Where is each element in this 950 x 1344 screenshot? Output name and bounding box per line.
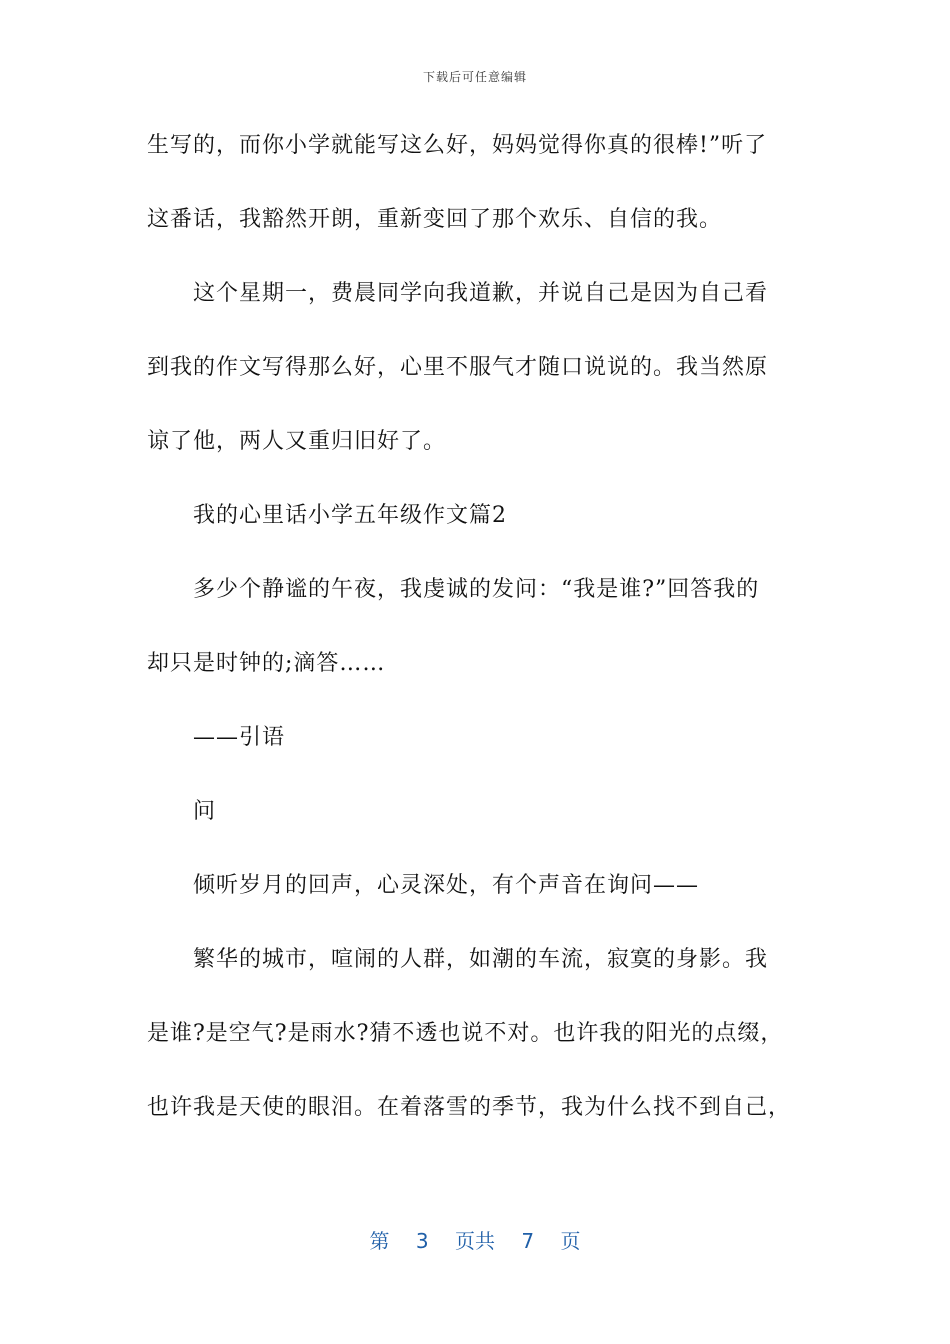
text-line: 这个星期一，费晨同学向我道歉，并说自己是因为自己看: [193, 281, 769, 306]
footer-prefix: 第: [369, 1229, 390, 1253]
text-line: 是谁?是空气?是雨水?猜不透也说不对。也许我的阳光的点缀，: [147, 1021, 784, 1046]
text-line: ——引语: [193, 725, 286, 750]
text-line: 多少个静谧的午夜，我虔诚的发问：“我是谁?”回答我的: [193, 577, 760, 602]
text-line: 也许我是天使的眼泪。在着落雪的季节，我为什么找不到自己，: [147, 1095, 792, 1120]
total-pages-number: 7: [521, 1229, 535, 1253]
current-page-number: 3: [415, 1229, 429, 1253]
footer-mid: 页共: [455, 1229, 495, 1253]
text-line: 谅了他，两人又重归旧好了。: [147, 429, 447, 454]
document-body: [147, 122, 807, 1158]
page-footer: [0, 1225, 950, 1254]
text-line: 繁华的城市，喧闹的人群，如潮的车流，寂寞的身影。我: [193, 947, 769, 972]
text-line: 生写的，而你小学就能写这么好，妈妈觉得你真的很棒!”听了: [147, 133, 768, 158]
text-line: 这番话，我豁然开朗，重新变回了那个欢乐、自信的我。: [147, 207, 723, 232]
text-line: 却只是时钟的;滴答……: [147, 651, 386, 676]
section-heading: 我的心里话小学五年级作文篇2: [193, 503, 507, 528]
text-line: 到我的作文写得那么好，心里不服气才随口说说的。我当然原: [147, 355, 769, 380]
text-line: 问: [193, 799, 217, 824]
footer-suffix: 页: [560, 1229, 581, 1253]
text-line: 倾听岁月的回声，心灵深处，有个声音在询问——: [193, 873, 700, 898]
header-note: 下载后可任意编辑: [422, 70, 527, 84]
